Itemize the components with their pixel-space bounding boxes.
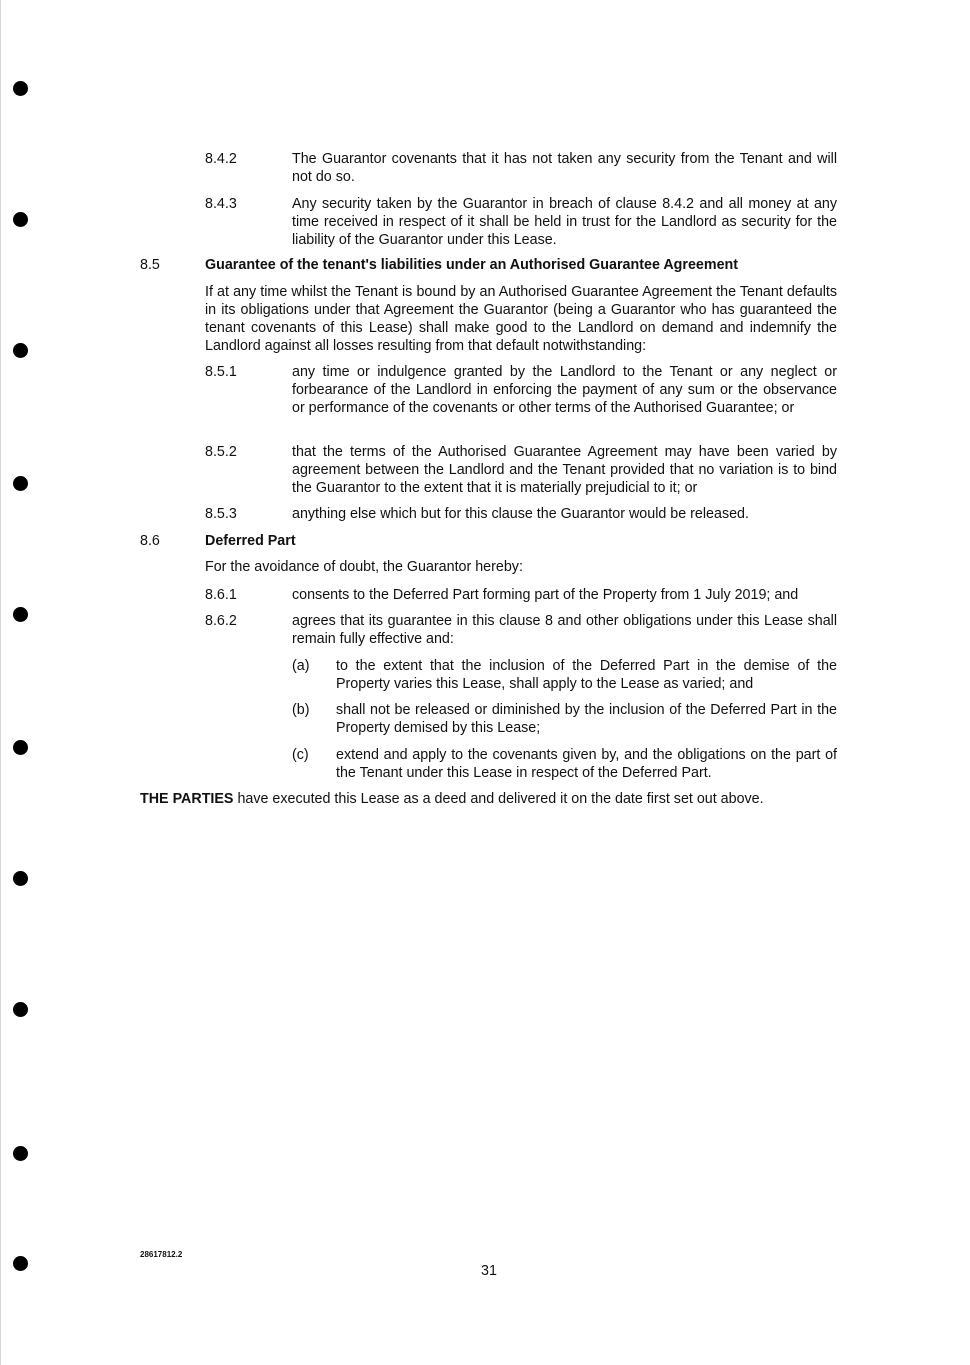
punch-hole — [13, 343, 28, 358]
clause-intro: For the avoidance of doubt, the Guarantor hereby: — [205, 559, 523, 575]
subclause-label: (a) — [292, 658, 310, 674]
punch-hole — [13, 81, 28, 96]
punch-hole — [13, 607, 28, 622]
subclause-label: (b) — [292, 702, 310, 718]
execution-lead: THE PARTIES — [140, 791, 234, 807]
subclause-label: (c) — [292, 747, 309, 763]
clause-number: 8.5.1 — [205, 364, 237, 380]
punch-hole — [13, 1256, 28, 1271]
clause-number: 8.6.1 — [205, 587, 237, 603]
punch-hole — [13, 1146, 28, 1161]
document-reference: 28617812.2 — [140, 1250, 183, 1259]
clause-number: 8.6.2 — [205, 613, 237, 629]
clause-intro: If at any time whilst the Tenant is bound by an Authorised Guarantee Agreement the Tenant defaults in its obligations under that Agreement the Guarantor (being a Guarantor who has guaranteed the tenant covenants of this Lease) shall make good to the Landlord on demand and indemnify the Landlord against all losses resulting from that default notwithstanding: — [205, 284, 837, 354]
clause-text: any time or indulgence granted by the Landlord to the Tenant or any neglect or forbearance of the Landlord in enforcing the payment of any sum or the observance or performance of the covenants or other terms of the Authorised Guarantee; or — [292, 364, 837, 416]
clause-heading: Guarantee of the tenant's liabilities under an Authorised Guarantee Agreement — [205, 257, 739, 273]
clause-text: anything else which but for this clause the Guarantor would be released. — [292, 506, 749, 522]
execution-statement — [140, 790, 840, 808]
page-edge — [0, 0, 1, 1365]
clause-text: agrees that its guarantee in this clause 8 and other obligations under this Lease shall remain fully effective and: — [292, 613, 837, 647]
punch-hole — [13, 476, 28, 491]
page-number: 31 — [481, 1263, 497, 1279]
clause-number: 8.5.2 — [205, 444, 237, 460]
punch-hole — [13, 1002, 28, 1017]
clause-text: Any security taken by the Guarantor in breach of clause 8.4.2 and all money at any time received in respect of it shall be held in trust for the Landlord as security for the liability of the Guarantor under this Lease. — [292, 196, 837, 248]
clause-number: 8.4.2 — [205, 151, 237, 167]
subclause-text: to the extent that the inclusion of the Deferred Part in the demise of the Property varies this Lease, shall apply to the Lease as varied; and — [336, 658, 837, 692]
clause-number: 8.5.3 — [205, 506, 237, 522]
punch-hole — [13, 740, 28, 755]
clause-number: 8.6 — [140, 533, 160, 549]
clause-text: consents to the Deferred Part forming part of the Property from 1 July 2019; and — [292, 587, 799, 603]
clause-heading: Deferred Part — [205, 533, 296, 549]
punch-hole — [13, 212, 28, 227]
clause-number: 8.4.3 — [205, 196, 237, 212]
execution-rest: have executed this Lease as a deed and delivered it on the date first set out above. — [233, 791, 764, 807]
clause-text: The Guarantor covenants that it has not taken any security from the Tenant and will not do so. — [292, 151, 837, 185]
clause-text: that the terms of the Authorised Guarantee Agreement may have been varied by agreement between the Landlord and the Tenant provided that no variation is to bind the Guarantor to the extent that it is materially prejudicial to it; or — [292, 444, 837, 496]
clause-number: 8.5 — [140, 257, 160, 273]
subclause-text: shall not be released or diminished by the inclusion of the Deferred Part in the Property demised by this Lease; — [336, 702, 837, 736]
punch-hole — [13, 871, 28, 886]
subclause-text: extend and apply to the covenants given by, and the obligations on the part of the Tenant under this Lease in respect of the Deferred Part. — [336, 747, 837, 781]
